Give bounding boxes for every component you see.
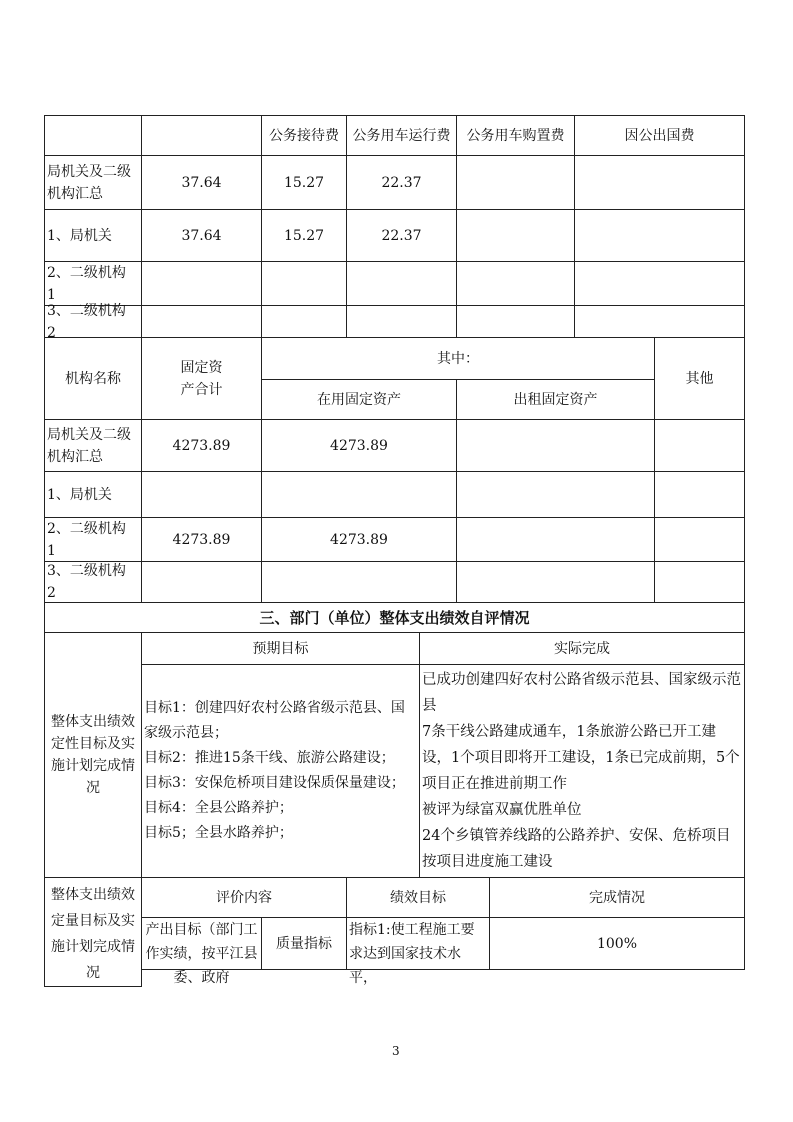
completion-value: 100% <box>489 917 745 970</box>
cell <box>141 561 262 603</box>
header-rented: 出租固定资产 <box>456 379 655 420</box>
result-1: 已成功创建四好农村公路省级示范县、国家级示范县 <box>422 672 741 714</box>
row-name: 局机关及二级机构汇总 <box>44 155 142 210</box>
cell: 37.64 <box>141 155 262 210</box>
header-in-use: 在用固定资产 <box>261 379 457 420</box>
row-name: 局机关及二级机构汇总 <box>44 419 142 472</box>
cell <box>574 155 745 210</box>
row-name: 3、二级机构 2 <box>44 305 142 338</box>
row-name: 2、二级机构 1 <box>44 517 142 562</box>
goal-3: 目标3：安保危桥项目建设保质保量建设； <box>144 775 405 791</box>
cell <box>456 471 655 518</box>
header-vehicle-purchase: 公务用车购置费 <box>456 115 575 156</box>
cell <box>456 561 655 603</box>
header-of-which: 其中： <box>261 337 655 380</box>
cell <box>456 305 575 338</box>
cell: 22.37 <box>346 155 457 210</box>
cell <box>456 261 575 306</box>
cell <box>654 419 745 472</box>
row-name: 1、局机关 <box>44 209 142 262</box>
header-overseas: 因公出国费 <box>574 115 745 156</box>
cell <box>456 517 655 562</box>
cell <box>456 419 655 472</box>
cell <box>261 305 347 338</box>
cell <box>141 471 262 518</box>
target-header: 绩效目标 <box>346 877 490 918</box>
cell <box>141 305 262 338</box>
cell <box>456 209 575 262</box>
cell <box>654 471 745 518</box>
cell <box>456 155 575 210</box>
header-name: 机构名称 <box>44 337 142 420</box>
expected-header: 预期目标 <box>141 632 420 665</box>
cell: 15.27 <box>261 209 347 262</box>
goal-4: 目标4：全县公路养护； <box>144 800 293 816</box>
cell <box>574 209 745 262</box>
cell <box>141 261 262 306</box>
cell <box>346 261 457 306</box>
header-cell <box>141 115 262 156</box>
page-number: 3 <box>392 1044 400 1058</box>
header-vehicle-operation: 公务用车运行费 <box>346 115 457 156</box>
cell <box>654 561 745 603</box>
quantitative-label: 整体支出绩效定量目标及实施计划完成情况 <box>44 877 142 987</box>
header-other: 其他 <box>654 337 745 420</box>
cell <box>261 261 347 306</box>
cell: 37.64 <box>141 209 262 262</box>
goal-5: 目标5；全县水路养护； <box>144 825 293 841</box>
header-cell <box>44 115 142 156</box>
cell <box>574 261 745 306</box>
qualitative-label: 整体支出绩效定性目标及实施计划完成情况 <box>44 632 142 878</box>
row-name: 3、二级机构 2 <box>44 561 142 603</box>
cell: 4273.89 <box>261 419 457 472</box>
output-target: 产出目标（部门工作实绩，按平江县委、政府 <box>141 917 262 970</box>
cell <box>574 305 745 338</box>
cell: 15.27 <box>261 155 347 210</box>
cell: 4273.89 <box>141 419 262 472</box>
cell: 4273.89 <box>261 517 457 562</box>
cell: 4273.89 <box>141 517 262 562</box>
indicator: 指标1:使工程施工要求达到国家技术水平， <box>346 917 490 970</box>
result-3: 被评为绿富双赢优胜单位 <box>422 802 582 818</box>
header-reception: 公务接待费 <box>261 115 347 156</box>
completion-header: 完成情况 <box>489 877 745 918</box>
row-name: 1、局机关 <box>44 471 142 518</box>
cell <box>346 305 457 338</box>
cell <box>261 561 457 603</box>
goal-1: 目标1：创建四好农村公路省级示范县、国家级示范县； <box>144 700 405 741</box>
result-4: 24个乡镇管养线路的公路养护、安保、危桥项目按项目进度施工建设 <box>422 828 731 870</box>
actual-results <box>419 664 745 878</box>
cell <box>261 471 457 518</box>
cell <box>654 517 745 562</box>
expected-goals <box>141 664 420 878</box>
header-total: 固定资产合计 <box>141 337 262 420</box>
eval-header: 评价内容 <box>141 877 347 918</box>
goal-2: 目标2：推进15条干线、旅游公路建设； <box>144 750 395 766</box>
cell: 22.37 <box>346 209 457 262</box>
quality-indicator: 质量指标 <box>261 917 347 970</box>
actual-header: 实际完成 <box>419 632 745 665</box>
result-2: 7条干线公路建成通车，1条旅游公路已开工建设，1个项目即将开工建设，1条已完成前期，5个项目正在推进前期工作 <box>422 724 740 792</box>
section-title: 三、部门（单位）整体支出绩效自评情况 <box>44 602 745 633</box>
row-name: 2、二级机构 1 <box>44 261 142 306</box>
